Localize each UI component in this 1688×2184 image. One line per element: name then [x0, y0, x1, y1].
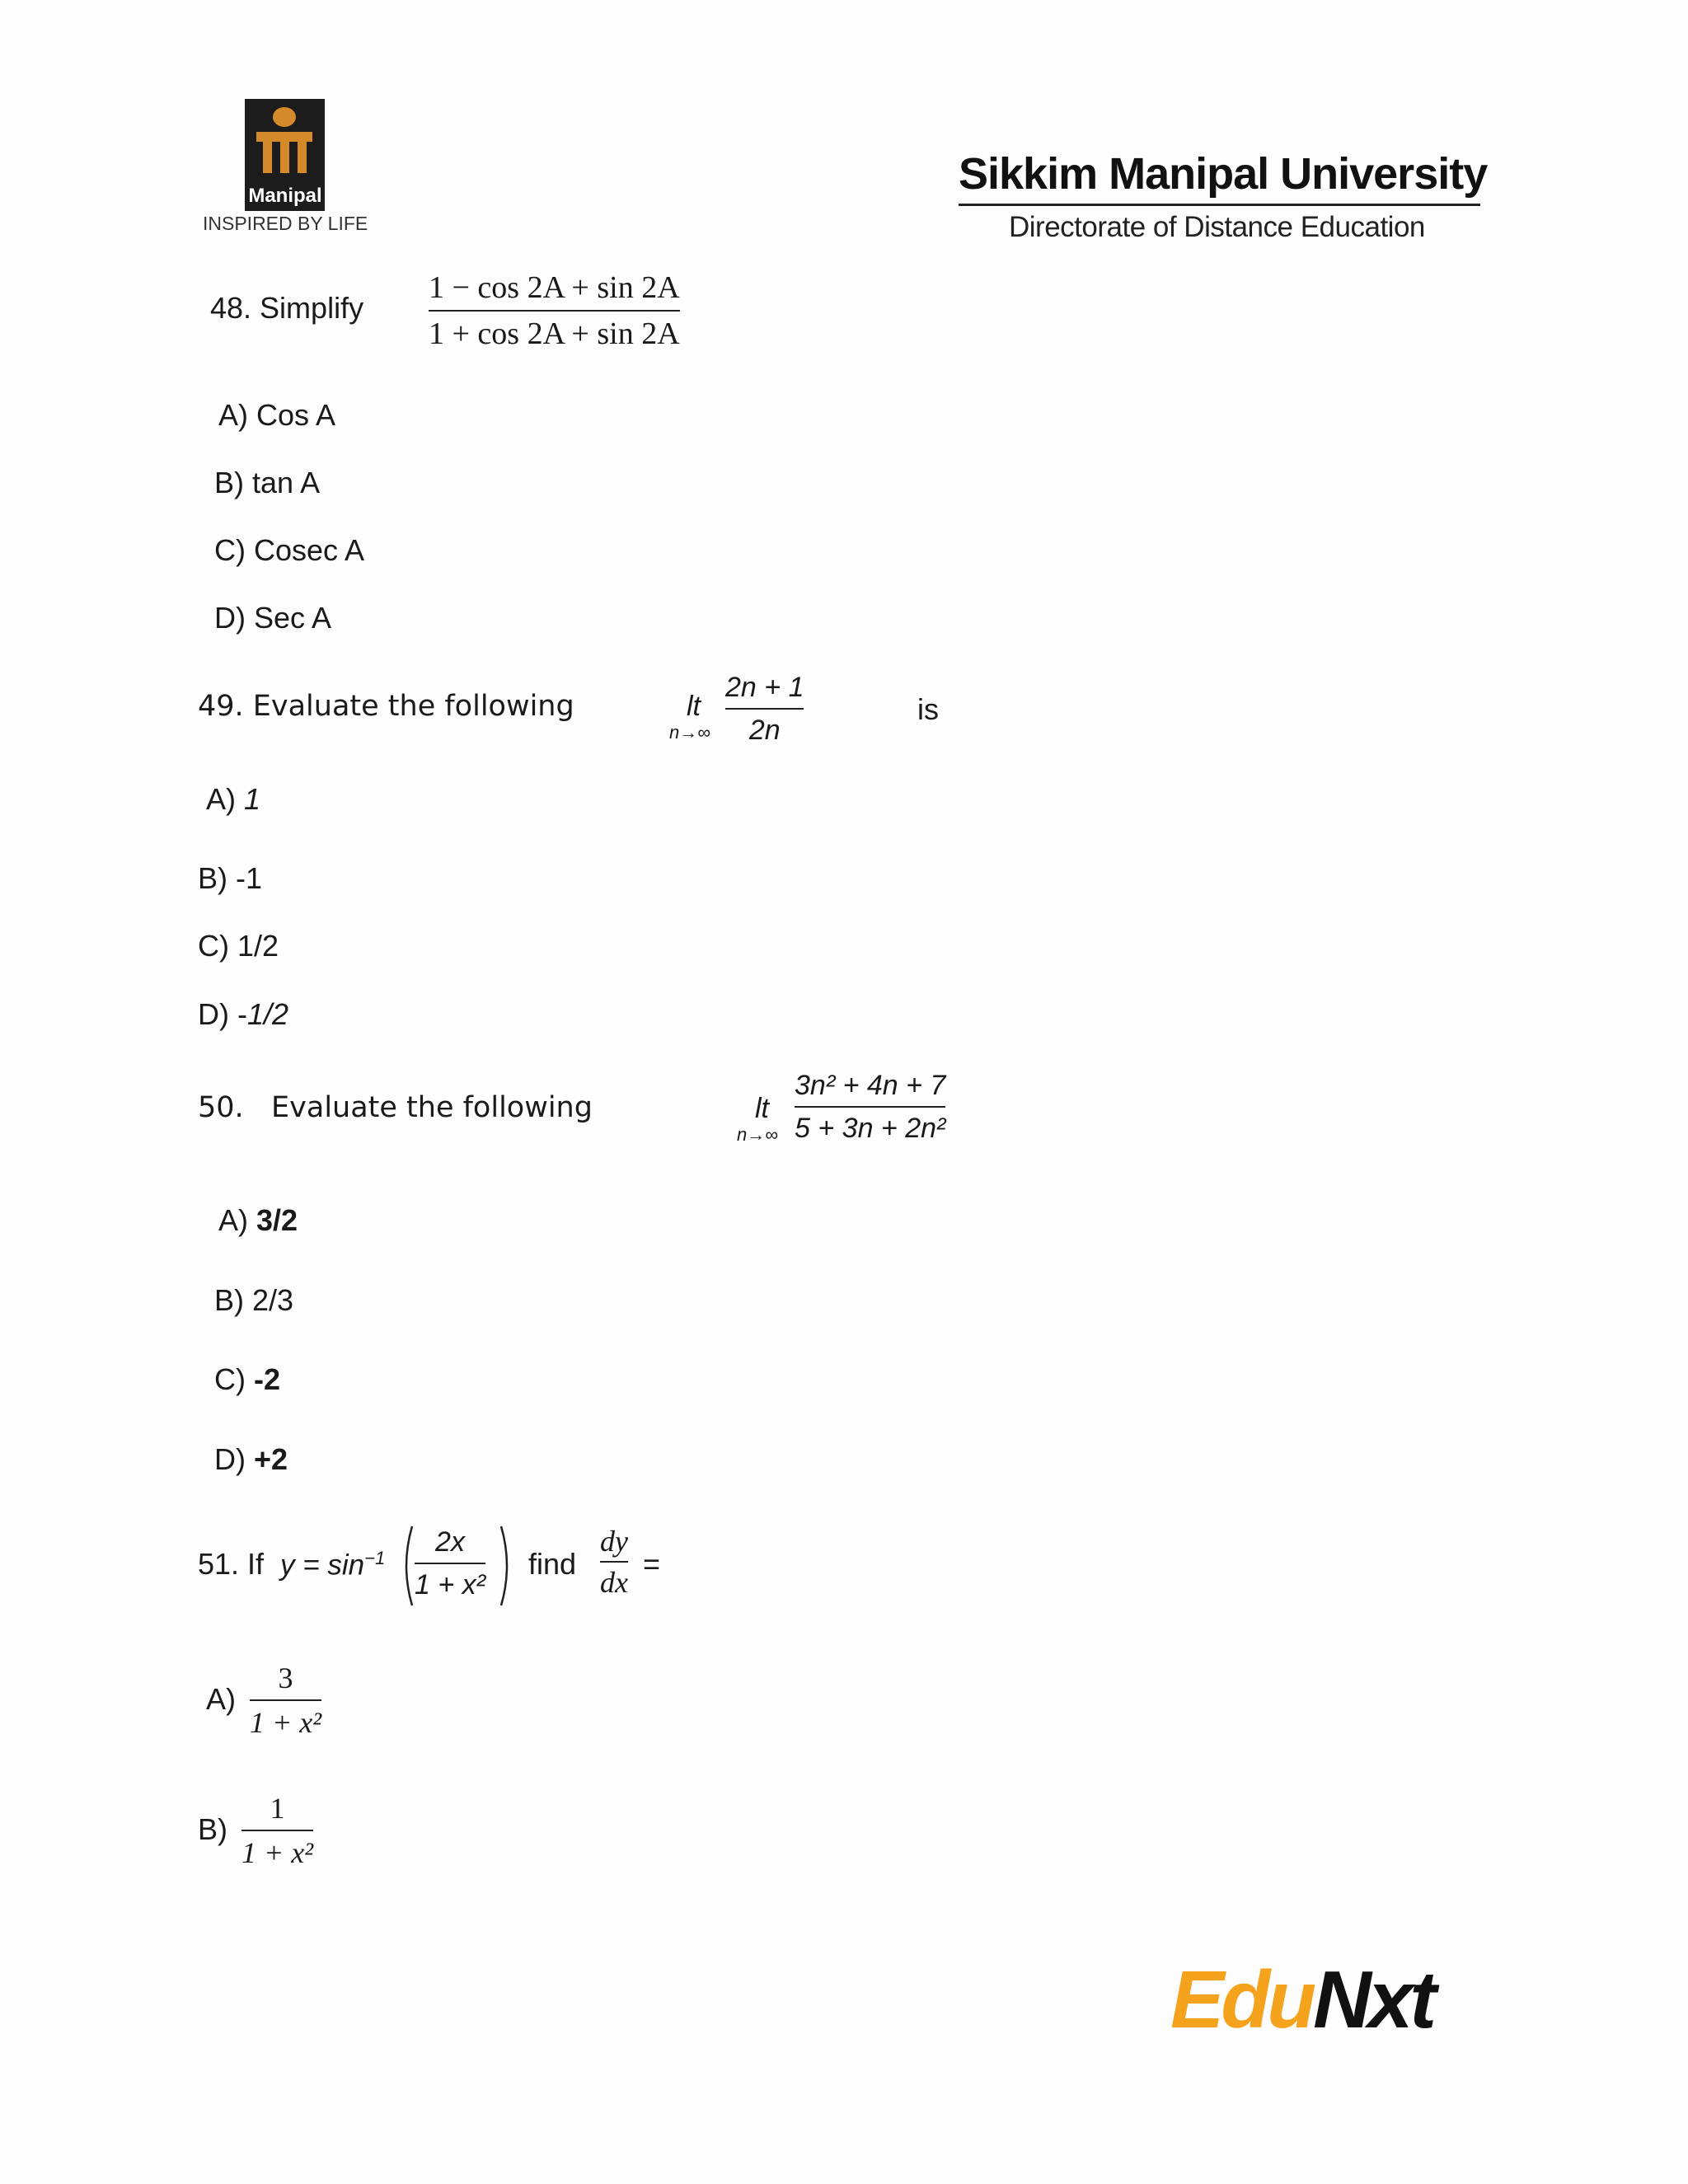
q51-lhs	[280, 1549, 385, 1580]
q48-option-a: A) Cos A	[218, 398, 336, 432]
q51-find: find	[528, 1547, 577, 1581]
q48-option-c: C) Cosec A	[214, 533, 365, 567]
q48-numerator: 1 − cos 2A + sin 2A	[429, 270, 680, 305]
q49-lim-sub: n→∞	[669, 722, 710, 743]
q51-numerator: 2x	[435, 1526, 465, 1558]
q51-option-a-den: 1 + x²	[250, 1706, 322, 1739]
q48-fraction	[429, 272, 680, 349]
q48-stem: 48. Simplify	[210, 291, 364, 325]
q50-option-c	[214, 1362, 281, 1396]
q49-fraction	[725, 673, 804, 744]
q50-option-c-value: -2	[254, 1362, 281, 1396]
q49-option-a	[206, 782, 261, 816]
q50-option-a-label: A)	[218, 1203, 248, 1237]
q49-numerator: 2n + 1	[725, 672, 804, 703]
q51-option-a-fraction	[250, 1663, 321, 1737]
q50-numerator: 3n² + 4n + 7	[795, 1070, 946, 1101]
title-divider	[959, 204, 1480, 206]
q51-option-b-label: B)	[198, 1812, 227, 1846]
q51-fraction	[415, 1528, 485, 1599]
q49-option-a-value: 1	[244, 782, 261, 816]
q51-inverse: −1	[364, 1548, 386, 1568]
q50-option-b: B) 2/3	[214, 1283, 294, 1317]
directorate-subtitle: Directorate of Distance Education	[1009, 211, 1425, 243]
q50-option-d-label: D)	[214, 1442, 246, 1476]
q50-option-d-value: +2	[254, 1442, 288, 1476]
q51-option-b-fraction	[241, 1793, 313, 1868]
q51-option-a-label: A)	[206, 1682, 236, 1716]
q49-denominator: 2n	[748, 715, 781, 746]
q49-option-d-value: 1/2	[246, 997, 289, 1031]
q49-option-d	[198, 997, 289, 1031]
q49-option-b: B) -1	[198, 861, 263, 895]
q50-option-c-label: C)	[214, 1362, 246, 1396]
q48-denominator: 1 + cos 2A + sin 2A	[429, 316, 680, 351]
edunext-logo-edu: Edu	[1170, 1954, 1314, 2045]
q51-dy: dy	[600, 1525, 628, 1558]
q49-tail: is	[917, 692, 939, 726]
q51-stem: 51. If	[198, 1547, 265, 1581]
q51-option-b-num: 1	[270, 1792, 285, 1825]
logo-label: Manipal	[248, 185, 322, 207]
q49-option-c: C) 1/2	[198, 929, 279, 963]
q50-denominator: 5 + 3n + 2n²	[795, 1113, 946, 1144]
q50-fraction	[795, 1071, 945, 1142]
q50-option-a	[218, 1203, 298, 1237]
q50-lim: lt	[755, 1093, 769, 1124]
q48-option-b: B) tan A	[214, 466, 321, 499]
q48-option-d: D) Sec A	[214, 601, 332, 635]
logo-tagline: INSPIRED BY LIFE	[203, 213, 368, 234]
q49-option-d-label: D) -	[198, 997, 247, 1031]
q51-right-paren-icon	[498, 1525, 514, 1607]
q49-option-a-label: A)	[206, 782, 236, 816]
q50-option-a-value: 3/2	[256, 1203, 298, 1237]
q51-lhs-text: y = sin	[280, 1549, 365, 1582]
q49-stem: 49. Evaluate the following	[198, 690, 574, 723]
q51-option-a-num: 3	[278, 1661, 293, 1694]
q51-left-paren-icon	[399, 1525, 415, 1607]
edunext-logo-next: Nxt	[1313, 1954, 1434, 2045]
edunext-logo	[1170, 1953, 1433, 2046]
q51-equals: =	[643, 1547, 661, 1581]
manipal-emblem-icon	[245, 99, 325, 181]
q51-option-b-den: 1 + x²	[241, 1836, 314, 1869]
university-title: Sikkim Manipal University	[959, 149, 1488, 199]
q51-dx: dx	[600, 1566, 628, 1599]
q50-stem: 50. Evaluate the following	[198, 1091, 593, 1124]
q50-option-d	[214, 1442, 288, 1476]
q49-lim: lt	[687, 691, 701, 722]
q50-lim-sub: n→∞	[737, 1124, 778, 1145]
q51-derivative	[600, 1526, 628, 1597]
q51-denominator: 1 + x²	[415, 1569, 485, 1601]
